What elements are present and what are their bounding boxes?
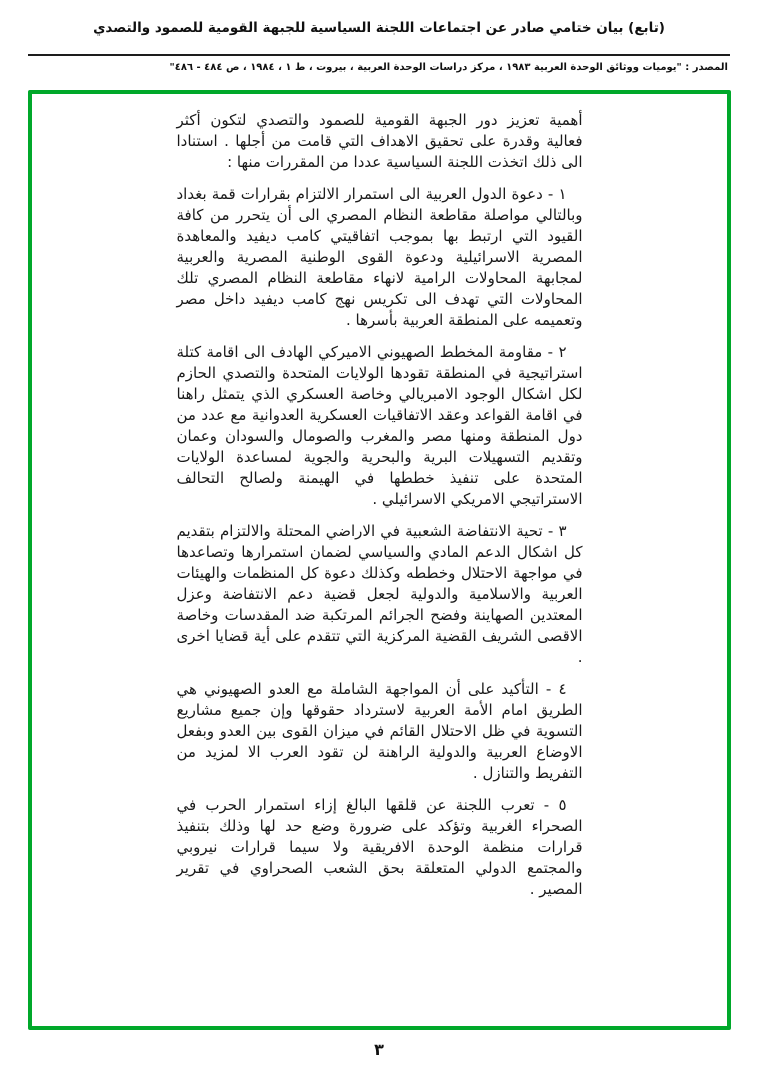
intro-paragraph: أهمية تعزيز دور الجبهة القومية للصمود والتصدي لتكون أكثر فعالية وقدرة على تحقيق الاهداف التي قامت من أجلها . استنادا الى ذلك اتخذت اللجنة السياسية عددا من المقررات منها : <box>176 111 583 171</box>
resolution-item-3: ٣ - تحية الانتفاضة الشعبية في الاراضي المحتلة والالتزام بتقديم كل اشكال الدعم المادي والسياسي لضمان استمرارها وتصاعدها في مواجهة الاحتلال وخططه وكذلك دعوة كل المنظمات والهيئات العربية والاسلامية والدولية لجعل قضية دعم الانتفاضة وعزل المعتدين الصهاينة وفضح الجرائم المرتكبة ضد المقدسات وخاصة الاقصى الشريف القضية المركزية التي تتقدم على أية قضايا اخرى . <box>176 522 583 666</box>
source-line: المصدر : "يوميات ووثائق الوحدة العربية ١٩٨٣ ، مركز دراسات الوحدة العربية ، بيروت ، ط ١ ، ١٩٨٤ ، ص ٤٨٤ - ٤٨٦" <box>169 62 728 73</box>
resolution-item-4: ٤ - التأكيد على أن المواجهة الشاملة مع العدو الصهيوني هي الطريق امام الأمة العربية لاسترداد حقوقها وإن جميع مشاريع التسوية في ظل الاحتلال القائم في ميزان القوى بين العدو وبفعل الاوضاع العربية والدولية الراهنة لن تقود العرب الا لمزيد من التفريط والتنازل . <box>176 680 583 782</box>
resolution-item-5: ٥ - تعرب اللجنة عن قلقها البالغ إزاء استمرار الحرب في الصحراء الغربية وتؤكد على ضرورة وضع حد لها وذلك بتنفيذ قرارات منظمة الوحدة الافريقية ولا سيما قرارات نيروبي والمجتمع الدولي المتعلقة بحق الشعب الصحراوي في تقرير المصير . <box>176 796 583 898</box>
document-title: (تابع) بيان ختامي صادر عن اجتماعات اللجنة السياسية للجبهة القومية للصمود والتصدي <box>93 20 665 36</box>
header-divider <box>28 54 730 56</box>
text-column <box>177 110 583 900</box>
page-number: ٣ <box>374 1040 384 1059</box>
resolution-item-2: ٢ - مقاومة المخطط الصهيوني الاميركي الهادف الى اقامة كتلة استراتيجية في المنطقة تقودها الولايات المتحدة والتصدي الحازم لكل اشكال الوجود الامبريالي وخاصة العسكري الذي يتمثل راهنا في اقامة القواعد وعقد الاتفاقيات العسكرية العدوانية مع عدد من دول المنطقة ومنها مصر والمغرب والصومال والسودان وعمان وتقديم التسهيلات البرية والبحرية والجوية لمساعدة الولايات المتحدة على تنفيذ خططها في الهيمنة ولصالح التحالف الاستراتيجي الامريكي الاسرائيلي . <box>176 343 583 508</box>
content-border-box <box>28 90 731 1030</box>
resolution-item-1: ١ - دعوة الدول العربية الى استمرار الالتزام بقرارات قمة بغداد وبالتالي مواصلة مقاطعة النظام المصري الى أن يتحرر من كافة القيود التي ارتبط بها بموجب اتفاقيتي كامب ديفيد والمعاهدة المصرية الاسرائيلية ودعوة القوى الوطنية المصرية والعربية لمجابهة المحاولات الرامية لانهاء مقاطعة النظام المصري تلك المحاولات التي تهدف الى تكريس نهج كامب ديفيد داخل مصر وتعميمه على المنطقة العربية بأسرها . <box>176 185 583 329</box>
